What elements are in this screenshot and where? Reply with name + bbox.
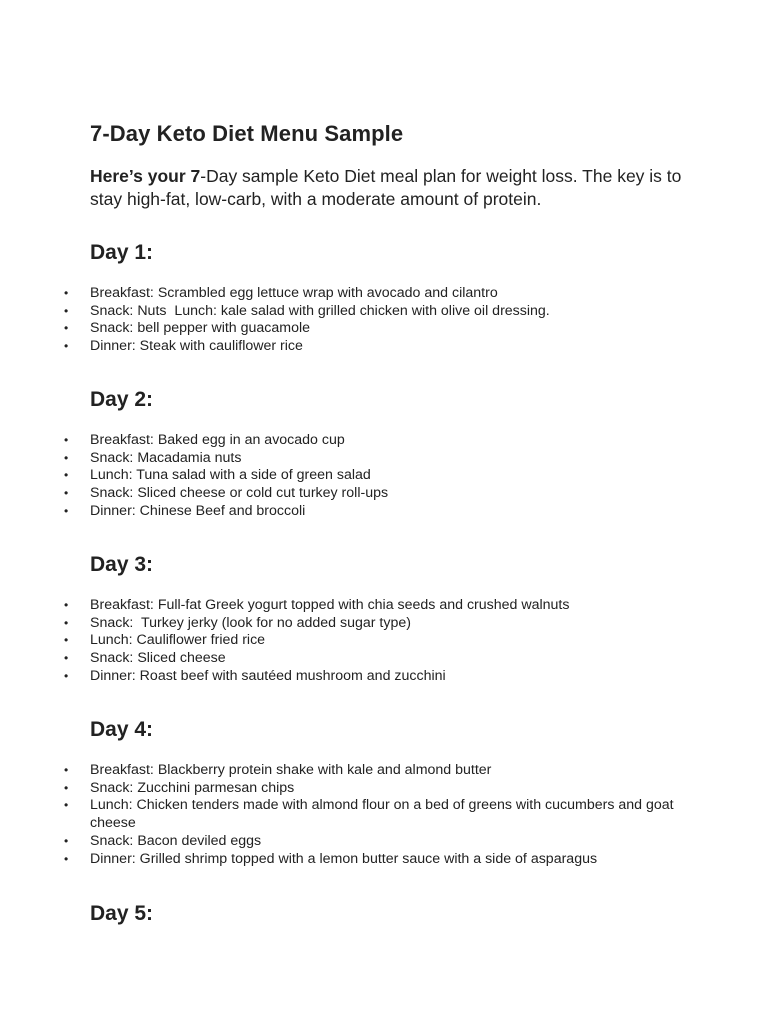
list-item-text: Lunch: Tuna salad with a side of green salad: [90, 467, 371, 484]
list-item: [0, 780, 700, 798]
bullet-icon: •: [64, 798, 69, 813]
list-item: [0, 668, 700, 686]
list-item-text: Snack: Macadamia nuts: [90, 449, 242, 466]
list-item: [0, 303, 700, 321]
day-heading-2: Day 2:: [90, 388, 154, 411]
day-heading-5: Day 5:: [90, 902, 154, 925]
list-item: [0, 650, 700, 668]
list-item-text: Snack: Sliced cheese or cold cut turkey roll-ups: [90, 485, 389, 502]
list-item: [0, 833, 700, 851]
list-item: [0, 320, 700, 338]
list-item-text: Snack: Bacon deviled eggs: [90, 832, 262, 849]
list-item: [0, 615, 700, 633]
list-item-text: Snack: Zucchini parmesan chips: [90, 779, 295, 796]
intro-text: -Day sample Keto Diet meal plan for weight loss. The key is to stay high-fat, low-carb, with a moderate amount of protein.: [90, 166, 682, 209]
bullet-icon: •: [64, 851, 69, 866]
bullet-icon: •: [64, 450, 69, 465]
bullet-icon: •: [64, 598, 69, 612]
list-item: [0, 503, 700, 521]
meal-list-day-2: [0, 432, 700, 521]
list-item-text: Breakfast: Blackberry protein shake with kale and almond butter: [90, 762, 492, 778]
bullet-icon: •: [64, 651, 69, 666]
list-item-text: Dinner: Chinese Beef and broccoli: [90, 502, 306, 519]
bullet-icon: •: [64, 286, 69, 300]
list-item: [0, 432, 700, 450]
list-item-text: Snack: Nuts Lunch: kale salad with grilled chicken with olive oil dressing.: [90, 302, 550, 319]
meal-list-day-4: [0, 762, 700, 868]
intro-paragraph: [90, 165, 690, 211]
bullet-icon: •: [64, 833, 69, 848]
list-item-text: Lunch: Chicken tenders made with almond flour on a bed of greens with cucumbers and goat cheese: [90, 797, 674, 832]
list-item-text: Lunch: Cauliflower fried rice: [90, 632, 266, 649]
list-item-text: Dinner: Roast beef with sautéed mushroom and zucchini: [90, 667, 446, 684]
day-heading-3: Day 3:: [90, 553, 154, 576]
bullet-icon: •: [64, 503, 69, 518]
meal-list-day-3: [0, 597, 700, 686]
list-item-text: Breakfast: Baked egg in an avocado cup: [90, 432, 345, 448]
bullet-icon: •: [64, 303, 69, 318]
list-item-text: Breakfast: Scrambled egg lettuce wrap with avocado and cilantro: [90, 285, 498, 301]
list-item-text: Snack: Sliced cheese: [90, 650, 226, 667]
list-item: [0, 485, 700, 503]
day-heading-1: Day 1:: [90, 241, 154, 264]
list-item: [0, 597, 700, 615]
bullet-icon: •: [64, 763, 69, 777]
day-heading-4: Day 4:: [90, 718, 154, 741]
list-item: [0, 851, 700, 869]
bullet-icon: •: [64, 780, 69, 795]
list-item-text: Snack: Turkey jerky (look for no added sugar type): [90, 614, 411, 631]
list-item: [0, 797, 710, 832]
bullet-icon: •: [64, 615, 69, 630]
list-item: [0, 285, 700, 303]
document-title: 7-Day Keto Diet Menu Sample: [90, 121, 404, 146]
bullet-icon: •: [64, 433, 69, 447]
meal-list-day-1: [0, 285, 700, 356]
bullet-icon: •: [64, 339, 69, 354]
list-item: [0, 632, 700, 650]
list-item: [0, 450, 700, 468]
list-item-text: Breakfast: Full-fat Greek yogurt topped with chia seeds and crushed walnuts: [90, 597, 570, 613]
list-item: [0, 762, 700, 780]
list-item-text: Snack: bell pepper with guacamole: [90, 320, 311, 337]
bullet-icon: •: [64, 486, 69, 501]
bullet-icon: •: [64, 668, 69, 683]
bullet-icon: •: [64, 321, 69, 336]
list-item: [0, 338, 700, 356]
intro-lead: Here’s your 7: [90, 166, 201, 186]
bullet-icon: •: [64, 468, 69, 483]
list-item: [0, 467, 700, 485]
bullet-icon: •: [64, 633, 69, 648]
list-item-text: Dinner: Grilled shrimp topped with a lemon butter sauce with a side of asparagus: [90, 850, 598, 867]
list-item-text: Dinner: Steak with cauliflower rice: [90, 338, 303, 355]
